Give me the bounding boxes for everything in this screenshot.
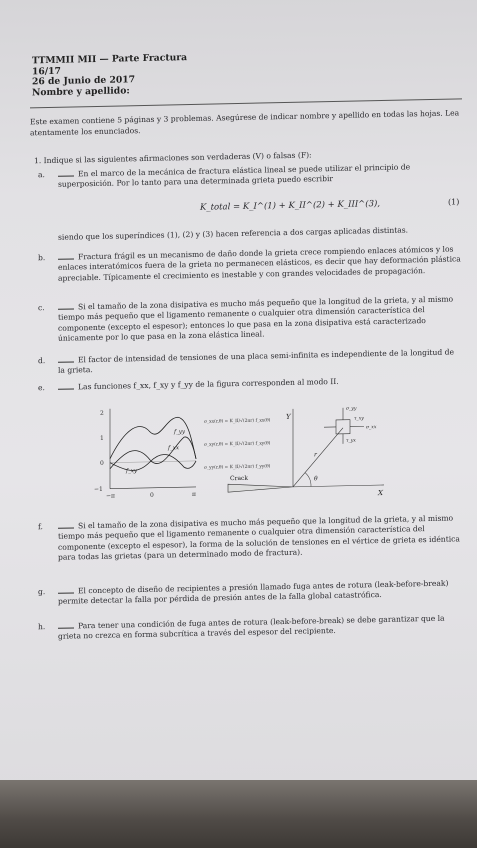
axis-x-label: X xyxy=(378,488,383,498)
course-title: TTMMII MII — Parte Fractura xyxy=(32,52,188,67)
statement-b xyxy=(38,244,463,284)
statement-label: h. xyxy=(38,622,46,632)
statement-d xyxy=(38,347,463,376)
crack-label: Crack xyxy=(230,474,249,483)
theta-arc xyxy=(305,472,311,486)
exam-date: 26 de Junio de 2017 xyxy=(32,74,136,88)
ytick-1: 1 xyxy=(100,434,104,442)
xtick-0: 0 xyxy=(150,491,154,499)
statement-label: a. xyxy=(38,170,45,180)
diagram-x-axis xyxy=(293,485,384,487)
ytick-neg1: −1 xyxy=(94,485,103,494)
answer-blank[interactable] xyxy=(58,361,74,362)
answer-blank[interactable] xyxy=(58,388,74,389)
label-fyy: f_yy xyxy=(174,429,185,436)
equation-text: K_total = K_I^(1) + K_II^(2) + K_III^(3), xyxy=(200,199,381,213)
name-label: Nombre y apellido: xyxy=(32,84,130,98)
answer-blank[interactable] xyxy=(58,527,74,528)
curve-fxx xyxy=(110,437,196,469)
label-fxy: f_xy xyxy=(126,468,137,475)
statement-text: Para tener una condición de fuga antes de rotura (leak-before-break) se debe garantizar que la grieta no crezca en forma subcrítica a través del espesor del recipiente. xyxy=(58,613,445,642)
statement-label: b. xyxy=(38,253,46,263)
stress-element xyxy=(336,420,350,434)
curve-fyy xyxy=(110,417,196,461)
statement-text: Si el tamaño de la zona disipativa es mucho más pequeño que la longitud de la grieta, y al mismo tiempo más pequeño que el ligamento remanente o cualquier otra dimensión característica del componente (excepto el espesor); entonces lo que pasa en la zona disipativa está caracterizado únicamente por lo que pasa en la zona elástica lineal. xyxy=(58,294,454,344)
answer-blank[interactable] xyxy=(58,258,74,259)
answer-blank[interactable] xyxy=(58,627,74,628)
formula-sxy: σ_xy(r,θ) = K_II/√(2πr) f_xy(θ) xyxy=(204,441,271,448)
equation-number: (1) xyxy=(448,197,460,207)
question-1: 1. Indique si las siguientes afirmaciones son verdaderas (V) o falsas (F): xyxy=(34,150,312,166)
statement-a xyxy=(38,161,463,190)
label-fxx: f_xx xyxy=(168,445,179,452)
label-sigma-xx: σ_xx xyxy=(366,425,377,431)
theta-label: θ xyxy=(314,475,318,483)
statement-e xyxy=(38,374,463,393)
plot-x-axis xyxy=(110,487,196,489)
statement-label: g. xyxy=(38,587,46,597)
answer-blank[interactable] xyxy=(58,592,74,593)
statement-a-cont xyxy=(58,224,463,243)
label-sigma-yy: σ_yy xyxy=(346,406,357,412)
formula-sxx: σ_xx(r,θ) = K_II/√(2πr) f_xx(θ) xyxy=(204,418,271,425)
label-tau-yx: τ_yx xyxy=(346,438,356,444)
ytick-0: 0 xyxy=(100,459,104,467)
header-rule xyxy=(30,98,462,108)
statement-text: El factor de intensidad de tensiones de una placa semi-infinita es independiente de la longitud de la grieta. xyxy=(58,347,454,376)
answer-blank[interactable] xyxy=(58,175,74,176)
ytick-2: 2 xyxy=(100,409,104,417)
formula-syy: σ_yy(r,θ) = K_II/√(2πr) f_yy(θ) xyxy=(204,464,271,471)
xtick-neg-pi: −π xyxy=(106,492,115,500)
mode-ii-figure xyxy=(88,397,388,503)
intro-text: Este examen contiene 5 páginas y 3 problemas. Asegúrese de indicar nombre y apellido en todas las hojas. Lea atentamente los enunciados. xyxy=(30,108,460,137)
statement-text: Si el tamaño de la zona disipativa es mucho más pequeño que la longitud de la grieta, y al mismo tiempo más pequeño que el ligamento remanente o cualquier otra dimensión característica del componente (excepto el espesor), la forma de la solución de tensiones en el vértice de grieta es idéntica para todas las grietas (para un determinado modo de fractura). xyxy=(58,513,460,563)
exam-header xyxy=(32,53,187,98)
radius-line xyxy=(293,428,343,487)
axis-y-label: Y xyxy=(286,412,291,422)
statement-text: El concepto de diseño de recipientes a presión llamado fuga antes de rotura (leak-before-break) permite detectar la falla por pérdida de presión antes de la falla global catastrófica. xyxy=(58,578,449,607)
statement-label: f. xyxy=(38,522,43,532)
xtick-pi: π xyxy=(192,490,196,498)
statement-text: Las funciones f_xx, f_xy y f_yy de la figura corresponden al modo II. xyxy=(78,376,339,392)
statement-f xyxy=(38,513,463,563)
statement-text: siendo que los superíndices (1), (2) y (3) hacen referencia a dos cargas aplicadas distintas. xyxy=(58,225,409,242)
equation xyxy=(200,199,380,213)
statement-text: En el marco de la mecánica de fractura elástica lineal se puede utilizar el principio de superposición. Por lo tanto para una determinada grieta puedo escribir xyxy=(58,162,411,190)
answer-blank[interactable] xyxy=(58,308,74,309)
statement-c xyxy=(38,294,463,344)
r-label: r xyxy=(314,451,317,459)
table-background xyxy=(0,780,477,848)
statement-label: d. xyxy=(38,356,46,366)
statement-g xyxy=(38,578,463,607)
label-tau-xy: τ_xy xyxy=(354,416,364,422)
statement-label: e. xyxy=(38,383,45,393)
academic-year: 16/17 xyxy=(32,65,61,77)
statement-text: Fractura frágil es un mecanismo de daño donde la grieta crece rompiendo enlaces atómicos y los enlaces interatómicos fuera de la grieta no permanecen elásticos, es decir que hay deformación plástica apreciable. Típicamente el crecimiento es inestable y con grandes velocidades de propagación. xyxy=(58,244,461,283)
statement-h xyxy=(38,613,463,642)
statement-label: c. xyxy=(38,303,45,313)
crack-shape xyxy=(228,483,293,492)
